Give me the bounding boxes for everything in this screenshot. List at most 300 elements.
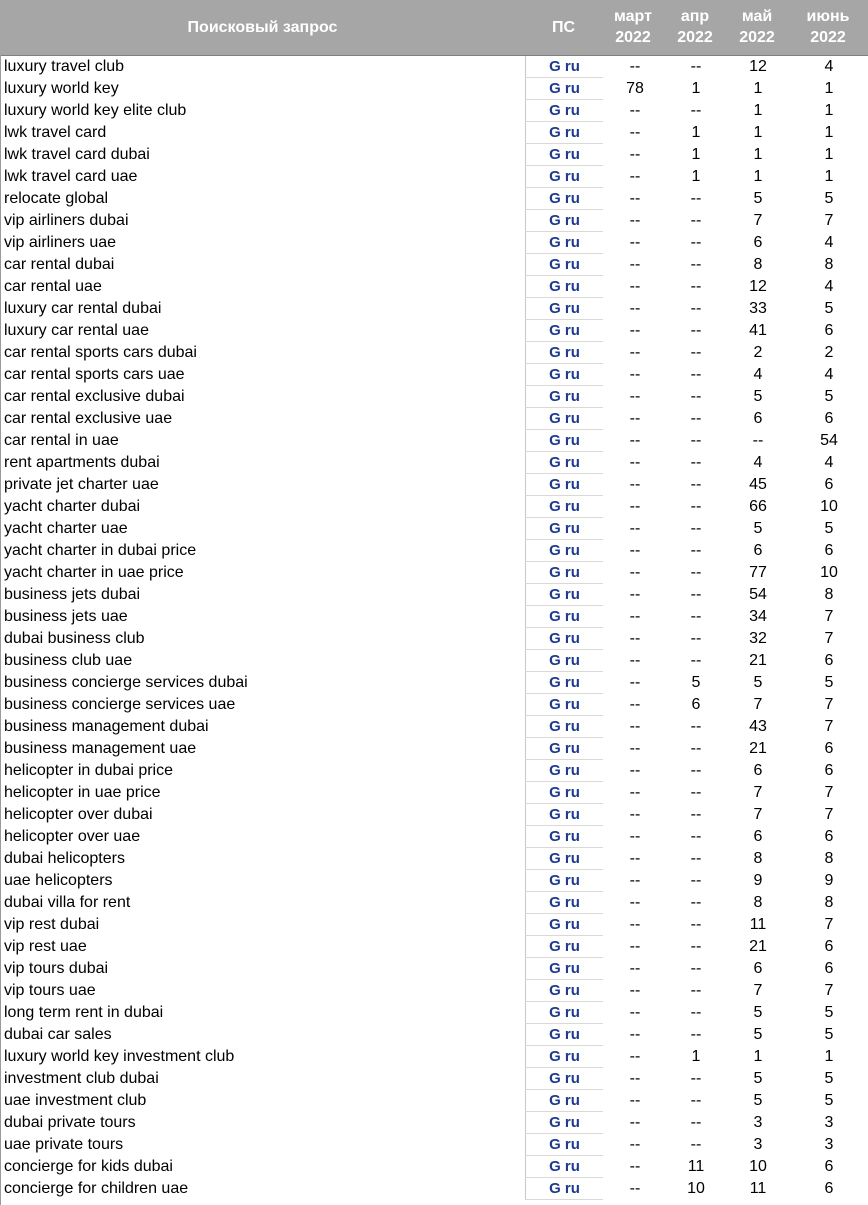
rank-april-cell[interactable]: -- [690,388,702,405]
table-row[interactable] [0,1134,868,1156]
engine-cell[interactable]: G ru [525,936,603,958]
table-row[interactable] [0,584,868,606]
rank-march-cell[interactable]: -- [629,498,641,515]
query-cell[interactable]: vip airliners dubai [4,212,129,229]
rank-march-cell[interactable]: -- [629,454,641,471]
engine-cell[interactable]: G ru [525,386,603,408]
rank-june-cell[interactable]: 5 [824,1026,834,1043]
rank-march-cell[interactable]: -- [629,212,641,229]
rank-march-cell[interactable]: -- [629,388,641,405]
rank-june-cell[interactable]: 4 [824,58,834,75]
rank-may-cell[interactable]: 34 [749,608,767,625]
engine-cell[interactable]: G ru [525,760,603,782]
engine-cell[interactable]: G ru [525,276,603,298]
table-row[interactable] [0,826,868,848]
rank-april-cell[interactable]: -- [690,58,702,75]
engine-cell[interactable]: G ru [525,1090,603,1112]
rank-march-cell[interactable]: -- [629,1048,641,1065]
query-cell[interactable]: business management uae [4,740,197,757]
rank-may-cell[interactable]: 11 [749,916,767,933]
query-cell[interactable]: car rental dubai [4,256,115,273]
rank-may-cell[interactable]: 6 [753,762,763,779]
table-row[interactable] [0,936,868,958]
rank-may-cell[interactable]: 8 [753,850,763,867]
query-cell[interactable]: luxury world key investment club [4,1048,235,1065]
engine-cell[interactable]: G ru [525,188,603,210]
engine-cell[interactable]: G ru [525,870,603,892]
rank-april-cell[interactable]: -- [690,1004,702,1021]
rank-may-cell[interactable]: 7 [753,806,763,823]
query-cell[interactable]: luxury car rental dubai [4,300,162,317]
rank-may-cell[interactable]: 5 [753,190,763,207]
query-cell[interactable]: rent apartments dubai [4,454,160,471]
rank-june-cell[interactable]: 1 [824,102,834,119]
rank-march-cell[interactable]: -- [629,124,641,141]
rank-may-cell[interactable]: 5 [753,520,763,537]
table-row[interactable] [0,166,868,188]
rank-march-cell[interactable]: -- [629,278,641,295]
query-cell[interactable]: business jets dubai [4,586,141,603]
engine-cell[interactable]: G ru [525,1178,603,1200]
query-cell[interactable]: uae investment club [4,1092,147,1109]
rank-june-cell[interactable]: 5 [824,190,834,207]
rank-june-cell[interactable]: 8 [824,894,834,911]
rank-may-cell[interactable]: 10 [749,1158,767,1175]
rank-june-cell[interactable]: 5 [824,388,834,405]
rank-june-cell[interactable]: 10 [820,498,838,515]
engine-cell[interactable]: G ru [525,980,603,1002]
rank-march-cell[interactable]: -- [629,1180,641,1197]
rank-april-cell[interactable]: -- [690,828,702,845]
query-cell[interactable]: dubai villa for rent [4,894,131,911]
rank-june-cell[interactable]: 3 [824,1114,834,1131]
table-row[interactable] [0,232,868,254]
rank-april-cell[interactable]: -- [690,960,702,977]
rank-may-cell[interactable]: 77 [749,564,767,581]
rank-march-cell[interactable]: -- [629,894,641,911]
engine-cell[interactable]: G ru [525,298,603,320]
rank-may-cell[interactable]: 5 [753,1092,763,1109]
rank-april-cell[interactable]: 11 [687,1158,705,1175]
rank-march-cell[interactable]: -- [629,806,641,823]
query-cell[interactable]: vip rest uae [4,938,87,955]
query-cell[interactable]: car rental uae [4,278,102,295]
rank-april-cell[interactable]: -- [690,652,702,669]
rank-may-cell[interactable]: 1 [753,168,763,185]
rank-march-cell[interactable]: -- [629,146,641,163]
query-cell[interactable]: helicopter in dubai price [4,762,173,779]
query-cell[interactable]: business jets uae [4,608,128,625]
rank-april-cell[interactable]: -- [690,102,702,119]
query-cell[interactable]: business concierge services uae [4,696,236,713]
table-row[interactable] [0,848,868,870]
rank-april-cell[interactable]: -- [690,564,702,581]
rank-march-cell[interactable]: -- [629,1136,641,1153]
rank-may-cell[interactable]: 5 [753,674,763,691]
rank-march-cell[interactable]: -- [629,366,641,383]
rank-april-cell[interactable]: -- [690,1026,702,1043]
rank-april-cell[interactable]: -- [690,256,702,273]
rank-april-cell[interactable]: -- [690,498,702,515]
rank-march-cell[interactable]: -- [629,300,641,317]
table-row[interactable] [0,254,868,276]
rank-may-cell[interactable]: 21 [749,652,767,669]
engine-cell[interactable]: G ru [525,650,603,672]
rank-june-cell[interactable]: 5 [824,674,834,691]
table-row[interactable] [0,100,868,122]
table-row[interactable] [0,298,868,320]
rank-april-cell[interactable]: -- [690,520,702,537]
table-row[interactable] [0,342,868,364]
table-row[interactable] [0,1178,868,1200]
rank-march-cell[interactable]: -- [629,1026,641,1043]
rank-june-cell[interactable]: 7 [824,806,834,823]
rank-june-cell[interactable]: 7 [824,982,834,999]
query-cell[interactable]: helicopter in uae price [4,784,161,801]
engine-cell[interactable]: G ru [525,144,603,166]
table-row[interactable] [0,188,868,210]
query-cell[interactable]: luxury travel club [4,58,125,75]
query-cell[interactable]: dubai helicopters [4,850,125,867]
table-row[interactable] [0,210,868,232]
rank-march-cell[interactable]: -- [629,960,641,977]
rank-june-cell[interactable]: 6 [824,960,834,977]
rank-april-cell[interactable]: -- [690,850,702,867]
query-cell[interactable]: vip rest dubai [4,916,100,933]
query-cell[interactable]: concierge for children uae [4,1180,189,1197]
rank-april-cell[interactable]: -- [690,894,702,911]
rank-april-cell[interactable]: -- [690,630,702,647]
query-cell[interactable]: car rental in uae [4,432,119,449]
rank-march-cell[interactable]: -- [629,542,641,559]
engine-cell[interactable]: G ru [525,848,603,870]
rank-june-cell[interactable]: 7 [824,718,834,735]
rank-june-cell[interactable]: 4 [824,278,834,295]
rank-may-cell[interactable]: 5 [753,1004,763,1021]
rank-may-cell[interactable]: 6 [753,410,763,427]
rank-march-cell[interactable]: -- [629,850,641,867]
engine-cell[interactable]: G ru [525,210,603,232]
engine-cell[interactable]: G ru [525,122,603,144]
rank-may-cell[interactable]: 21 [749,740,767,757]
rank-june-cell[interactable]: 3 [824,1136,834,1153]
engine-cell[interactable]: G ru [525,430,603,452]
rank-may-cell[interactable]: 8 [753,256,763,273]
query-cell[interactable]: yacht charter dubai [4,498,141,515]
rank-march-cell[interactable]: -- [629,872,641,889]
engine-cell[interactable]: G ru [525,232,603,254]
engine-cell[interactable]: G ru [525,914,603,936]
rank-april-cell[interactable]: -- [690,806,702,823]
engine-cell[interactable]: G ru [525,606,603,628]
rank-may-cell[interactable]: 5 [753,388,763,405]
rank-june-cell[interactable]: 5 [824,1092,834,1109]
rank-may-cell[interactable]: 2 [753,344,763,361]
rank-may-cell[interactable]: 6 [753,828,763,845]
table-row[interactable] [0,430,868,452]
engine-cell[interactable]: G ru [525,320,603,342]
query-cell[interactable]: lwk travel card dubai [4,146,150,163]
table-row[interactable] [0,914,868,936]
rank-april-cell[interactable]: -- [690,190,702,207]
rank-april-cell[interactable]: -- [690,872,702,889]
rank-may-cell[interactable]: 21 [749,938,767,955]
query-cell[interactable]: luxury world key elite club [4,102,187,119]
table-row[interactable] [0,562,868,584]
rank-may-cell[interactable]: 12 [749,278,767,295]
rank-april-cell[interactable]: 1 [691,80,701,97]
engine-cell[interactable]: G ru [525,1134,603,1156]
engine-cell[interactable]: G ru [525,254,603,276]
rank-may-cell[interactable]: 7 [753,212,763,229]
query-cell[interactable]: car rental sports cars dubai [4,344,197,361]
query-cell[interactable]: yacht charter in uae price [4,564,184,581]
rank-may-cell[interactable]: 8 [753,894,763,911]
table-row[interactable] [0,870,868,892]
engine-cell[interactable]: G ru [525,78,603,100]
rank-june-cell[interactable]: 7 [824,608,834,625]
rank-june-cell[interactable]: 2 [824,344,834,361]
query-cell[interactable]: car rental exclusive uae [4,410,173,427]
rank-may-cell[interactable]: 12 [749,58,767,75]
rank-june-cell[interactable]: 4 [824,454,834,471]
rank-june-cell[interactable]: 6 [824,938,834,955]
table-row[interactable] [0,408,868,430]
rank-march-cell[interactable]: -- [629,982,641,999]
rank-march-cell[interactable]: -- [629,1158,641,1175]
rank-april-cell[interactable]: 6 [691,696,701,713]
rank-april-cell[interactable]: -- [690,212,702,229]
rank-april-cell[interactable]: -- [690,322,702,339]
query-cell[interactable]: vip airliners uae [4,234,117,251]
engine-cell[interactable]: G ru [525,100,603,122]
rank-march-cell[interactable]: -- [629,520,641,537]
rank-april-cell[interactable]: -- [690,454,702,471]
table-row[interactable] [0,1068,868,1090]
table-row[interactable] [0,1112,868,1134]
table-row[interactable] [0,452,868,474]
rank-june-cell[interactable]: 8 [824,850,834,867]
engine-cell[interactable]: G ru [525,540,603,562]
rank-april-cell[interactable]: 10 [687,1180,705,1197]
table-row[interactable] [0,1002,868,1024]
rank-march-cell[interactable]: -- [629,234,641,251]
engine-cell[interactable]: G ru [525,782,603,804]
table-row[interactable] [0,892,868,914]
table-row[interactable] [0,672,868,694]
query-cell[interactable]: dubai private tours [4,1114,136,1131]
query-cell[interactable]: luxury car rental uae [4,322,149,339]
rank-april-cell[interactable]: -- [690,938,702,955]
rank-june-cell[interactable]: 7 [824,916,834,933]
rank-april-cell[interactable]: -- [690,344,702,361]
rank-june-cell[interactable]: 7 [824,212,834,229]
rank-may-cell[interactable]: 54 [749,586,767,603]
engine-cell[interactable]: G ru [525,56,603,78]
table-row[interactable] [0,1046,868,1068]
rank-march-cell[interactable]: -- [629,256,641,273]
engine-cell[interactable]: G ru [525,1046,603,1068]
table-row[interactable] [0,386,868,408]
engine-cell[interactable]: G ru [525,584,603,606]
engine-cell[interactable]: G ru [525,1002,603,1024]
table-row[interactable] [0,1024,868,1046]
engine-cell[interactable]: G ru [525,716,603,738]
engine-cell[interactable]: G ru [525,408,603,430]
rank-june-cell[interactable]: 8 [824,256,834,273]
engine-cell[interactable]: G ru [525,518,603,540]
header-month-june[interactable] [788,6,868,48]
rank-june-cell[interactable]: 5 [824,1004,834,1021]
rank-april-cell[interactable]: 1 [691,1048,701,1065]
table-row[interactable] [0,56,868,78]
engine-cell[interactable]: G ru [525,1024,603,1046]
rank-may-cell[interactable]: 6 [753,234,763,251]
rank-may-cell[interactable]: 1 [753,1048,763,1065]
rank-may-cell[interactable]: 33 [749,300,767,317]
query-cell[interactable]: vip tours dubai [4,960,109,977]
table-row[interactable] [0,760,868,782]
rank-may-cell[interactable]: -- [752,432,764,449]
table-row[interactable] [0,958,868,980]
query-cell[interactable]: helicopter over uae [4,828,141,845]
rank-june-cell[interactable]: 1 [824,168,834,185]
rank-march-cell[interactable]: -- [629,1004,641,1021]
rank-april-cell[interactable]: -- [690,278,702,295]
rank-april-cell[interactable]: 5 [691,674,701,691]
rank-may-cell[interactable]: 43 [749,718,767,735]
engine-cell[interactable]: G ru [525,804,603,826]
rank-june-cell[interactable]: 1 [824,146,834,163]
rank-may-cell[interactable]: 7 [753,784,763,801]
rank-march-cell[interactable]: -- [629,1114,641,1131]
rank-june-cell[interactable]: 6 [824,322,834,339]
engine-cell[interactable]: G ru [525,672,603,694]
rank-april-cell[interactable]: 1 [691,124,701,141]
table-row[interactable] [0,804,868,826]
query-cell[interactable]: lwk travel card [4,124,107,141]
rank-march-cell[interactable]: -- [629,1092,641,1109]
rank-march-cell[interactable]: -- [629,190,641,207]
table-row[interactable] [0,144,868,166]
query-cell[interactable]: long term rent in dubai [4,1004,164,1021]
table-row[interactable] [0,716,868,738]
rank-march-cell[interactable]: -- [629,696,641,713]
query-cell[interactable]: business club uae [4,652,133,669]
engine-cell[interactable]: G ru [525,364,603,386]
rank-may-cell[interactable]: 7 [753,696,763,713]
rank-april-cell[interactable]: -- [690,1092,702,1109]
rank-june-cell[interactable]: 1 [824,124,834,141]
rank-june-cell[interactable]: 1 [824,1048,834,1065]
rank-april-cell[interactable]: 1 [691,168,701,185]
rank-april-cell[interactable]: -- [690,784,702,801]
rank-april-cell[interactable]: -- [690,366,702,383]
rank-march-cell[interactable]: -- [629,938,641,955]
engine-cell[interactable]: G ru [525,958,603,980]
rank-april-cell[interactable]: -- [690,586,702,603]
query-cell[interactable]: concierge for kids dubai [4,1158,173,1175]
rank-march-cell[interactable]: -- [629,102,641,119]
rank-june-cell[interactable]: 6 [824,740,834,757]
header-engine[interactable]: ПС [551,19,576,36]
rank-may-cell[interactable]: 6 [753,960,763,977]
rank-april-cell[interactable]: -- [690,300,702,317]
query-cell[interactable]: car rental exclusive dubai [4,388,185,405]
rank-june-cell[interactable]: 4 [824,366,834,383]
rank-march-cell[interactable]: -- [629,916,641,933]
table-row[interactable] [0,518,868,540]
rank-may-cell[interactable]: 4 [753,454,763,471]
table-row[interactable] [0,122,868,144]
rank-june-cell[interactable]: 6 [824,542,834,559]
rank-march-cell[interactable]: -- [629,58,641,75]
query-cell[interactable]: yacht charter in dubai price [4,542,197,559]
rank-april-cell[interactable]: -- [690,476,702,493]
rank-may-cell[interactable]: 1 [753,146,763,163]
engine-cell[interactable]: G ru [525,166,603,188]
query-cell[interactable]: business concierge services dubai [4,674,248,691]
rank-march-cell[interactable]: -- [629,564,641,581]
rank-march-cell[interactable]: -- [629,322,641,339]
rank-may-cell[interactable]: 7 [753,982,763,999]
rank-march-cell[interactable]: -- [629,828,641,845]
query-cell[interactable]: luxury world key [4,80,119,97]
rank-march-cell[interactable]: -- [629,476,641,493]
engine-cell[interactable]: G ru [525,694,603,716]
rank-may-cell[interactable]: 1 [753,124,763,141]
rank-june-cell[interactable]: 10 [820,564,838,581]
rank-june-cell[interactable]: 6 [824,476,834,493]
rank-june-cell[interactable]: 9 [824,872,834,889]
query-cell[interactable]: lwk travel card uae [4,168,138,185]
rank-april-cell[interactable]: -- [690,718,702,735]
rank-may-cell[interactable]: 41 [749,322,767,339]
query-cell[interactable]: vip tours uae [4,982,96,999]
rank-may-cell[interactable]: 3 [753,1114,763,1131]
table-row[interactable] [0,496,868,518]
rank-april-cell[interactable]: -- [690,916,702,933]
engine-cell[interactable]: G ru [525,562,603,584]
engine-cell[interactable]: G ru [525,474,603,496]
rank-june-cell[interactable]: 7 [824,784,834,801]
engine-cell[interactable]: G ru [525,342,603,364]
header-month-may[interactable] [726,6,788,48]
table-row[interactable] [0,650,868,672]
table-row[interactable] [0,694,868,716]
engine-cell[interactable]: G ru [525,452,603,474]
engine-cell[interactable]: G ru [525,1068,603,1090]
header-month-march[interactable] [602,6,664,48]
rank-april-cell[interactable]: -- [690,982,702,999]
rank-march-cell[interactable]: -- [629,630,641,647]
rank-may-cell[interactable]: 9 [753,872,763,889]
rank-april-cell[interactable]: -- [690,740,702,757]
rank-april-cell[interactable]: -- [690,608,702,625]
table-row[interactable] [0,606,868,628]
engine-cell[interactable]: G ru [525,738,603,760]
rank-june-cell[interactable]: 7 [824,630,834,647]
query-cell[interactable]: business management dubai [4,718,209,735]
query-cell[interactable]: dubai car sales [4,1026,112,1043]
table-row[interactable] [0,738,868,760]
table-row[interactable] [0,1090,868,1112]
rank-may-cell[interactable]: 66 [749,498,767,515]
rank-march-cell[interactable]: -- [629,168,641,185]
rank-march-cell[interactable]: -- [629,608,641,625]
table-row[interactable] [0,474,868,496]
table-row[interactable] [0,320,868,342]
